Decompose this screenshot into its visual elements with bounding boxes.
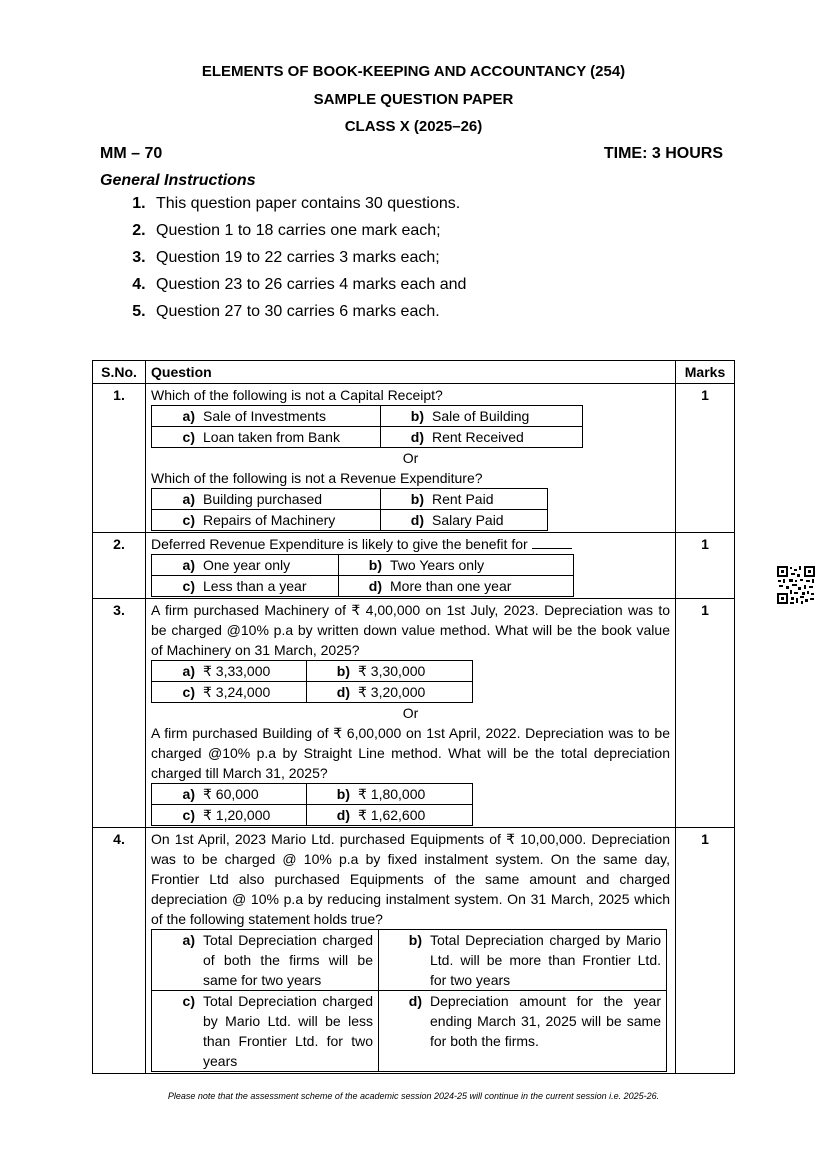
option-letter: d) <box>381 427 429 448</box>
class-line: CLASS X (2025–26) <box>344 118 483 135</box>
or-separator: Or <box>402 705 419 721</box>
option-text: Sale of Investments <box>199 406 381 427</box>
time-limit: TIME: 3 HOURS <box>603 145 723 162</box>
q2-question <box>151 534 670 554</box>
instruction-item: 4. Question 23 to 26 carries 4 marks each and <box>150 271 466 298</box>
option-letter: d) <box>307 682 355 703</box>
q2-options <box>151 554 574 597</box>
option-letter: b) <box>381 489 429 510</box>
q1-options-a <box>151 405 583 448</box>
option-text: More than one year <box>386 576 574 597</box>
option-letter: c) <box>152 576 200 597</box>
option-letter: c) <box>152 805 200 826</box>
table-row <box>93 599 735 828</box>
option-letter: c) <box>152 510 200 531</box>
instruction-item: 5. Question 27 to 30 carries 6 marks each. <box>150 298 466 325</box>
option-text: One year only <box>199 555 339 576</box>
option-letter: a) <box>152 489 200 510</box>
option-text: ₹ 1,20,000 <box>199 805 307 826</box>
q3-text-b: A firm purchased Building of ₹ 6,00,000 on 1st April, 2022. Depreciation was to be charged @10% p.a by Straight Line method. What will be the total depreciation charged till March 31, 2025? <box>151 725 670 781</box>
option-letter: d) <box>379 991 427 1072</box>
option-text: ₹ 1,80,000 <box>354 784 473 805</box>
q3-marks: 1 <box>676 599 735 828</box>
q4-text: On 1st April, 2023 Mario Ltd. purchased Equipments of ₹ 10,00,000. Depreciation was to be charged @ 10% p.a by fixed instalment system. On the same day, Frontier Ltd also purchased Equipments of the same amount and charged depreciation @ 10% p.a by reducing instalment system. On 31 March, 2025 which of the following statement holds true? <box>151 831 670 927</box>
option-text: Sale of Building <box>428 406 583 427</box>
q4-sno: 4. <box>93 828 146 1074</box>
option-text: ₹ 3,20,000 <box>354 682 473 703</box>
instruction-item: 3. Question 19 to 22 carries 3 marks each; <box>150 244 466 271</box>
option-text: ₹ 1,62,600 <box>354 805 473 826</box>
questions-table <box>92 360 735 1074</box>
option-letter: d) <box>307 805 355 826</box>
q4-options <box>151 929 667 1072</box>
q1-cell <box>146 384 676 533</box>
q3-sno: 3. <box>93 599 146 828</box>
option-text: Building purchased <box>199 489 381 510</box>
option-letter: a) <box>152 784 200 805</box>
col-marks-header: Marks <box>676 361 735 384</box>
option-text: Less than a year <box>199 576 339 597</box>
answer-blank <box>532 534 572 549</box>
table-row <box>93 828 735 1074</box>
q3-cell <box>146 599 676 828</box>
q1-options-b <box>151 488 548 531</box>
option-text: Rent Paid <box>428 489 548 510</box>
option-letter: b) <box>307 784 355 805</box>
option-letter: b) <box>307 661 355 682</box>
table-header-row <box>93 361 735 384</box>
paper-subtitle: SAMPLE QUESTION PAPER <box>313 91 514 108</box>
option-text: ₹ 60,000 <box>199 784 307 805</box>
q3-options-b <box>151 783 473 826</box>
q3-options-a <box>151 660 473 703</box>
option-letter: a) <box>152 406 200 427</box>
option-letter: a) <box>152 661 200 682</box>
option-text: ₹ 3,33,000 <box>199 661 307 682</box>
option-text: ₹ 3,24,000 <box>199 682 307 703</box>
table-row <box>93 533 735 599</box>
q2-cell <box>146 533 676 599</box>
paper-title: ELEMENTS OF BOOK-KEEPING AND ACCOUNTANCY (254) <box>201 63 626 80</box>
option-text: Salary Paid <box>428 510 548 531</box>
option-letter: c) <box>152 682 200 703</box>
col-sno-header: S.No. <box>93 361 146 384</box>
option-text: Total Depreciation charged by Mario Ltd. will be less than Frontier Ltd. for two years <box>199 991 379 1072</box>
option-letter: c) <box>152 991 200 1072</box>
option-text: Depreciation amount for the year ending March 31, 2025 will be same for both the firms. <box>426 991 667 1072</box>
option-letter: b) <box>379 930 427 991</box>
q4-marks: 1 <box>676 828 735 1074</box>
option-letter: c) <box>152 427 200 448</box>
option-text: Loan taken from Bank <box>199 427 381 448</box>
or-separator: Or <box>402 450 419 466</box>
option-text: Two Years only <box>386 555 574 576</box>
option-text: Total Depreciation charged by Mario Ltd. will be more than Frontier Ltd. for two years <box>426 930 667 991</box>
col-question-header: Question <box>146 361 676 384</box>
option-text: Rent Received <box>428 427 583 448</box>
q3-text-a: A firm purchased Machinery of ₹ 4,00,000 on 1st July, 2023. Depreciation was to be charged @10% p.a by written down value method. What will be the book value of Machinery on 31 March, 2025? <box>151 602 670 658</box>
q2-marks: 1 <box>676 533 735 599</box>
q4-cell <box>146 828 676 1074</box>
q2-text: Deferred Revenue Expenditure is likely to give the benefit for <box>151 536 528 552</box>
instructions-list <box>100 190 466 325</box>
instruction-item: 1. This question paper contains 30 questions. <box>150 190 466 217</box>
footer-note: Please note that the assessment scheme of the academic session 2024-25 will continue in the current session i.e. 2025-26. <box>167 1091 660 1101</box>
instruction-item: 2. Question 1 to 18 carries one mark each; <box>150 217 466 244</box>
option-letter: d) <box>381 510 429 531</box>
q2-sno: 2. <box>93 533 146 599</box>
option-text: Total Depreciation charged of both the firms will be same for two years <box>199 930 379 991</box>
max-marks: MM – 70 <box>100 145 163 162</box>
qr-code-icon <box>776 565 816 605</box>
option-letter: b) <box>381 406 429 427</box>
option-letter: d) <box>339 576 387 597</box>
q1-sno: 1. <box>93 384 146 533</box>
instructions-heading: General Instructions <box>100 172 256 189</box>
option-text: Repairs of Machinery <box>199 510 381 531</box>
q1-marks: 1 <box>676 384 735 533</box>
q1-text-b: Which of the following is not a Revenue Expenditure? <box>151 470 483 486</box>
option-letter: a) <box>152 555 200 576</box>
option-letter: a) <box>152 930 200 991</box>
option-letter: b) <box>339 555 387 576</box>
table-row <box>93 384 735 533</box>
q1-text-a: Which of the following is not a Capital Receipt? <box>151 387 443 403</box>
option-text: ₹ 3,30,000 <box>354 661 473 682</box>
